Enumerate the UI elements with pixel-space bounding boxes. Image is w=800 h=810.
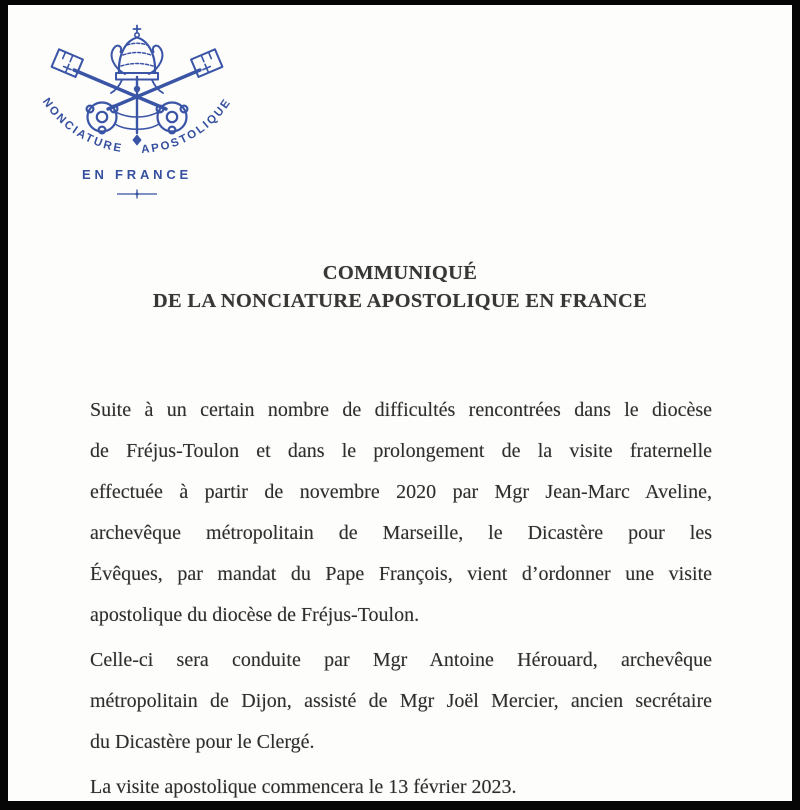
title-line-2: DE LA NONCIATURE APOSTOLIQUE EN FRANCE bbox=[152, 290, 648, 312]
body-line: effectuée à partir de novembre 2020 par Mgr Jean-Marc Aveline, bbox=[90, 481, 712, 503]
paragraph-3 bbox=[90, 767, 712, 808]
paragraph-1 bbox=[90, 390, 712, 636]
body-line: du Dicastère pour le Clergé. bbox=[90, 731, 315, 753]
title-line-1: COMMUNIQUÉ bbox=[322, 262, 478, 284]
body-line: métropolitain de Dijon, assisté de Mgr Joël Mercier, ancien secrétaire bbox=[90, 690, 712, 712]
body-line: La visite apostolique commencera le 13 février 2023. bbox=[90, 776, 517, 798]
letterhead-divider-icon bbox=[117, 190, 157, 199]
body-line: Celle-ci sera conduite par Mgr Antoine Hérouard, archevêque bbox=[90, 649, 712, 671]
body-line: de Fréjus-Toulon et dans le prolongement de la visite fraternelle bbox=[90, 440, 712, 462]
letterhead-arc-text: NONCIATURE APOSTOLIQUE bbox=[39, 96, 235, 157]
body-line: apostolique du diocèse de Fréjus-Toulon. bbox=[90, 604, 420, 626]
communique-title bbox=[8, 259, 792, 315]
document-body bbox=[90, 390, 712, 810]
body-line: archevêque métropolitain de Marseille, le Dicastère pour les bbox=[90, 522, 712, 544]
body-line: Évêques, par mandat du Pape François, vient d’ordonner une visite bbox=[90, 563, 712, 585]
letterhead-subtitle: EN FRANCE bbox=[81, 167, 193, 182]
paragraph-2 bbox=[90, 640, 712, 763]
body-line: Suite à un certain nombre de difficultés rencontrées dans le diocèse bbox=[90, 399, 712, 421]
letterhead bbox=[22, 17, 256, 213]
